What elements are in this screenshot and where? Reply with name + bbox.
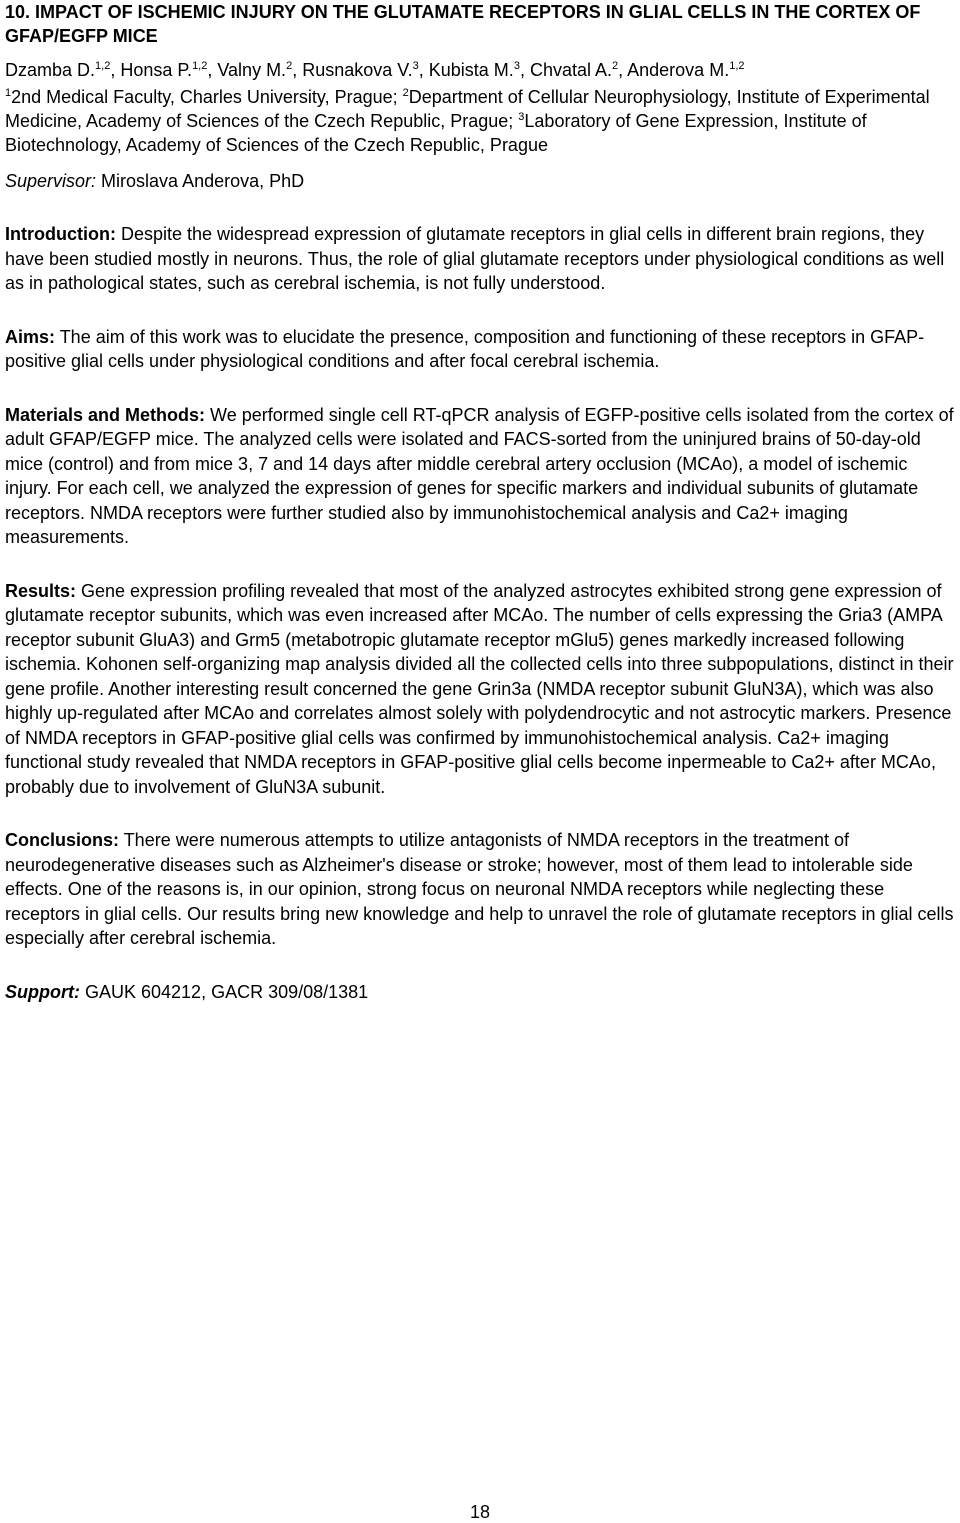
conclusions-text: There were numerous attempts to utilize antagonists of NMDA receptors in the treatment of neurodegenerative diseases such as Alzheimer's disease or stroke; however, most of them lead to intolerable side effects. One of the reasons is, in our opinion, strong focus on neuronal NMDA receptors while neglecting these receptors in glial cells. Our results bring new knowledge and help to unravel the role of glutamate receptors in glial cells especially after cerebral ischemia. — [5, 830, 954, 948]
conclusions-section — [5, 828, 955, 951]
affiliation-text: Laboratory of Gene Expression, Institute of Biotechnology, Academy of Sciences of the Czech Republic, Prague — [5, 111, 867, 155]
abstract-page — [5, 0, 955, 1004]
support-line — [5, 980, 955, 1004]
introduction-text: Despite the widespread expression of glutamate receptors in glial cells in different brain regions, they have been studied mostly in neurons. Thus, the role of glial glutamate receptors under physiological conditions as well as in pathological states, such as cerebral ischemia, is not fully understood. — [5, 224, 945, 293]
methods-text: We performed single cell RT-qPCR analysis of EGFP-positive cells isolated from the cortex of adult GFAP/EGFP mice. The analyzed cells were isolated and FACS-sorted from the uninjured brains of 50-day-old mice (control) and from mice 3, 7 and 14 days after middle cerebral artery occlusion (MCAo), a model of ischemic injury. For each cell, we analyzed the expression of genes for specific markers and individual subunits of glutamate receptors. NMDA receptors were further studied also by immunohistochemical analysis and Ca2+ imaging measurements. — [5, 404, 954, 547]
results-text: Gene expression profiling revealed that most of the analyzed astrocytes exhibited strong gene expression of glutamate receptor subunits, which was even increased after MCAo. The number of cells expressing the Gria3 (AMPA receptor subunit GluA3) and Grm5 (metabotropic glutamate receptor mGlu5) genes markedly increased following ischemia. Kohonen self-organizing map analysis divided all the collected cells into three subpopulations, distinct in their gene profile. Another interesting result concerned the gene Grin3a (NMDA receptor subunit GluN3A), which was also highly up-regulated after MCAo and correlates almost solely with polydendrocytic and not astrocytic markers. Presence of NMDA receptors in GFAP-positive glial cells was confirmed by immunohistochemical analysis. Ca2+ imaging functional study revealed that NMDA receptors in GFAP-positive glial cells become inpermeable to Ca2+ after MCAo, probably due to involvement of GluN3A subunit. — [5, 580, 954, 797]
affiliation-sup: 1 — [5, 87, 12, 99]
author-separator: , — [292, 60, 303, 80]
abstract-title: 10. IMPACT OF ISCHEMIC INJURY ON THE GLUTAMATE RECEPTORS IN GLIAL CELLS IN THE CORTEX OF GFAP/EGFP MICE — [5, 2, 921, 46]
supervisor-name: Miroslava Anderova, PhD — [96, 171, 305, 191]
author-affiliation-sup: 3 — [513, 60, 520, 72]
author-separator: , — [519, 60, 530, 80]
author-name: Chvatal A. — [529, 60, 612, 80]
author-separator: , — [618, 60, 628, 80]
page-number: 18 — [469, 1502, 491, 1522]
results-label: Results: — [5, 580, 77, 601]
aims-label: Aims: — [5, 326, 56, 347]
supervisor-line — [5, 169, 955, 193]
affiliation-sup: 2 — [402, 87, 409, 99]
author-name: Anderova M. — [627, 60, 730, 80]
author-name: Rusnakova V. — [302, 60, 413, 80]
author-affiliation-sup: 2 — [612, 60, 619, 72]
author-affiliation-sup: 1,2 — [192, 60, 208, 72]
methods-label: Materials and Methods: — [5, 404, 206, 425]
author-affiliation-sup: 2 — [286, 60, 293, 72]
author-affiliation-sup: 1,2 — [95, 60, 111, 72]
support-text: GAUK 604212, GACR 309/08/1381 — [79, 981, 369, 1002]
introduction-label: Introduction: — [5, 224, 116, 244]
aims-text: The aim of this work was to elucidate the presence, composition and functioning of these receptors in GFAP-positive glial cells under physiological conditions and after focal cerebral ischemia. — [5, 326, 925, 371]
affiliation-sup: 3 — [518, 111, 525, 123]
results-section — [5, 579, 955, 800]
affiliation-text: Department of Cellular Neurophysiology, Institute of Experimental Medicine, Academy of Sciences of the Czech Republic, Prague; — [5, 87, 930, 131]
affiliation-text: 2nd Medical Faculty, Charles University, Prague; — [11, 87, 403, 107]
author-separator: , — [418, 60, 429, 80]
aims-section — [5, 325, 955, 374]
author-name: Dzamba D. — [5, 60, 96, 80]
author-name: Honsa P. — [120, 60, 193, 80]
conclusions-label: Conclusions: — [5, 830, 120, 850]
supervisor-label: Supervisor: — [5, 171, 97, 191]
author-list — [5, 58, 955, 82]
author-separator: , — [207, 60, 218, 80]
author-separator: , — [110, 60, 121, 80]
methods-section — [5, 403, 955, 550]
introduction-section — [5, 222, 955, 296]
support-label: Support: — [5, 981, 80, 1002]
author-affiliation-sup: 3 — [412, 60, 419, 72]
affiliations — [5, 85, 955, 157]
author-name: Valny M. — [217, 60, 287, 80]
author-affiliation-sup: 1,2 — [729, 60, 745, 72]
author-name: Kubista M. — [428, 60, 514, 80]
